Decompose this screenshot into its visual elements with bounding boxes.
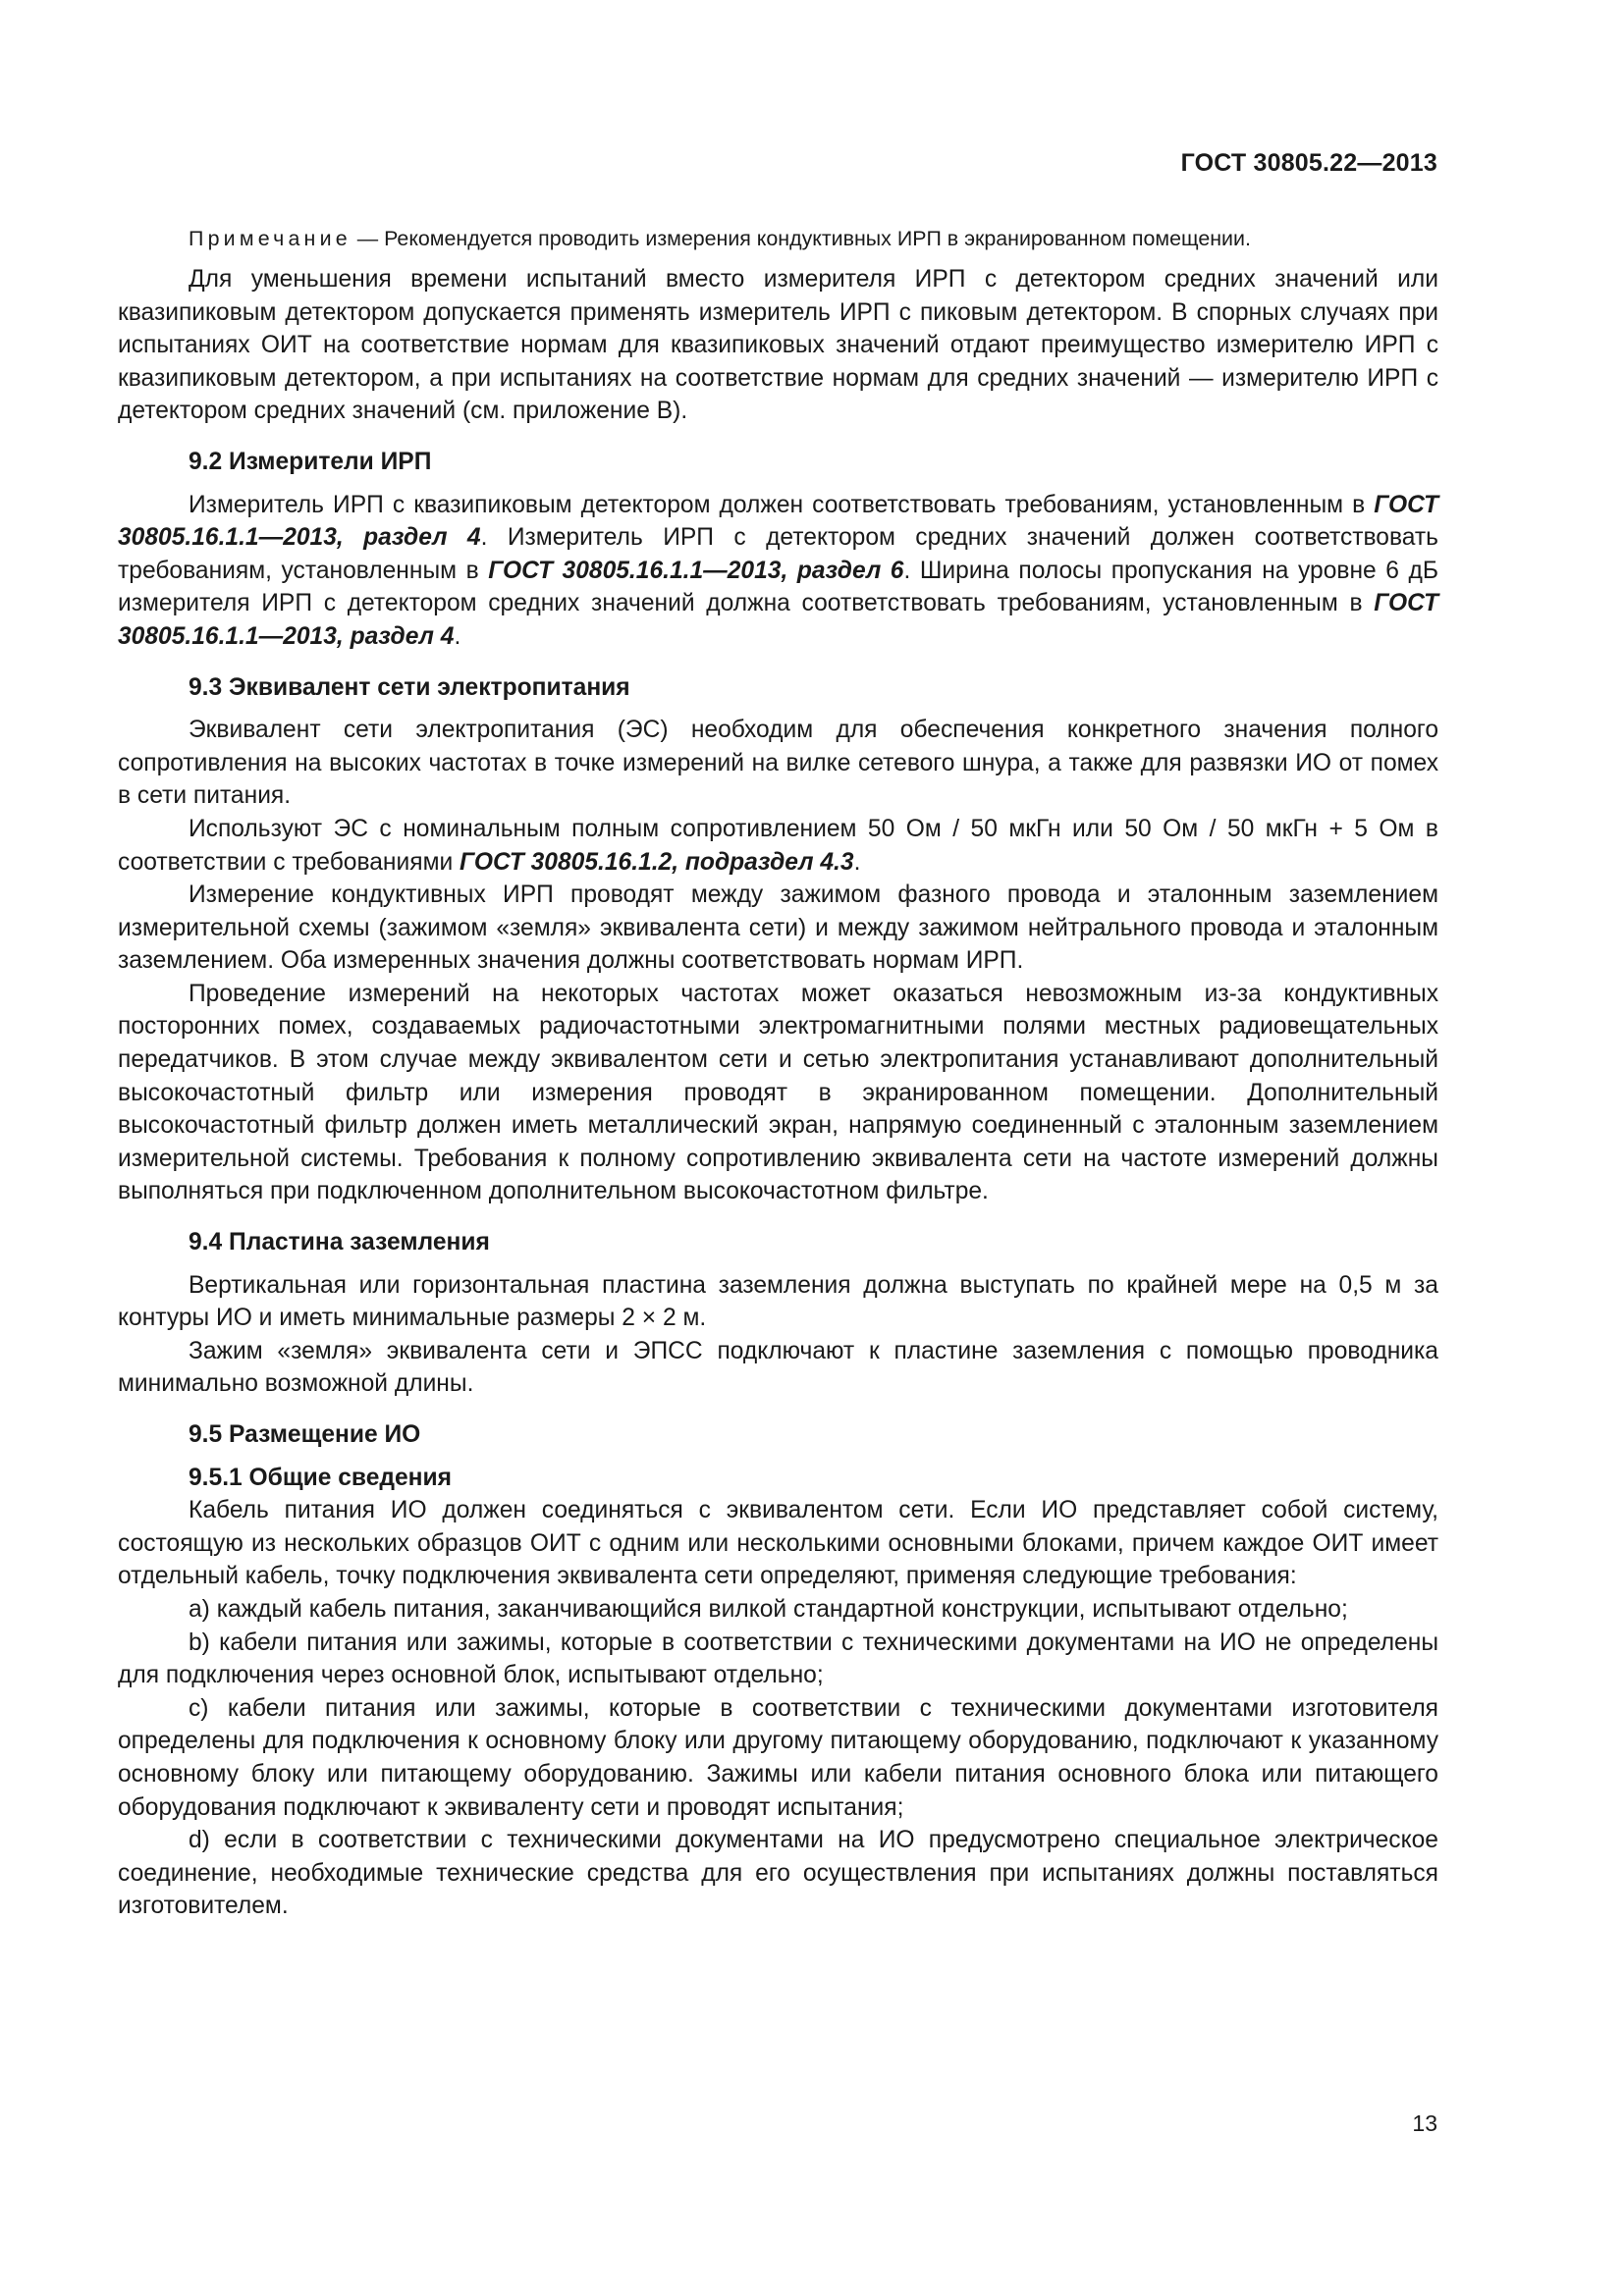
list-item-a: a) каждый кабель питания, заканчивающийся вилкой стандартной конструкции, испытывают отдельно; bbox=[189, 1595, 1348, 1623]
text-segment: . bbox=[853, 848, 861, 876]
standard-reference: ГОСТ 30805.16.1.1—2013, раздел 6 bbox=[488, 557, 904, 584]
section-heading-9-4: 9.4 Пластина заземления bbox=[189, 1229, 490, 1256]
standard-reference: ГОСТ 30805.16.1.2, подраздел 4.3 bbox=[460, 848, 854, 876]
paragraph-9-5-1: Кабель питания ИО должен соединяться с эквивалентом сети. Если ИО представляет собой систему, состоящую из нескольких образцов ОИТ с одним или несколькими основными блоками, причем каждое ОИТ имеет отдельный кабель, точку подключения эквивалента сети определяют, применяя следующие требования: bbox=[118, 1497, 1438, 1590]
note-text: — Рекомендуется проводить измерения кондуктивных ИРП в экранированном помещении. bbox=[351, 227, 1251, 250]
paragraph-9-3-1: Эквивалент сети электропитания (ЭС) необходим для обеспечения конкретного значения полного сопротивления на высоких частотах в точке измерений на вилке сетевого шнура, а также для развязки ИО от помех в сети питания. bbox=[118, 717, 1438, 810]
intro-paragraph: Для уменьшения времени испытаний вместо измерителя ИРП с детектором средних значений или квазипиковым детектором допускается применять измеритель ИРП с пиковым детектором. В спорных случаях при испытаниях ОИТ на соответствие нормам для квазипиковых значений отдают преимущество измерителю ИРП с квазипиковым детектором, а при испытаниях на соответствие нормам для средних значений — измерителю ИРП с детектором средних значений (см. приложение В). bbox=[118, 266, 1438, 425]
list-item-c: c) кабели питания или зажимы, которые в соответствии с техническими документами изготовителя определены для подключения к основному блоку или другому питающему оборудованию, подключают к указанному основному блоку или питающему оборудованию. Зажимы или кабели питания основного блока или питающего оборудования подключают к эквиваленту сети и проводят испытания; bbox=[118, 1694, 1438, 1821]
paragraph-9-4-1: Вертикальная или горизонтальная пластина заземления должна выступать по крайней мере на 0,5 м за контуры ИО и иметь минимальные размеры 2 × 2 м. bbox=[118, 1271, 1438, 1332]
document-code: ГОСТ 30805.22—2013 bbox=[1180, 149, 1437, 177]
paragraph-9-3-3: Измерение кондуктивных ИРП проводят между зажимом фазного провода и эталонным заземлением измерительной схемы (зажимом «земля» эквивалента сети) и между зажимом нейтрального провода и эталонным заземлением. Оба измеренных значения должны соответствовать нормам ИРП. bbox=[118, 881, 1438, 975]
text-segment: Используют ЭС с номинальным полным сопротивлением 50 Ом / 50 мкГн или 50 Ом / 50 мкГн + 5 Ом в соответствии с требованиями bbox=[118, 815, 1438, 876]
section-heading-9-5: 9.5 Размещение ИО bbox=[189, 1421, 421, 1448]
standard-reference: ГОСТ 30805.16.1.1—2013, раздел 4 bbox=[118, 590, 1438, 650]
text-segment: Измеритель ИРП с квазипиковым детектором должен соответствовать требованиям, установленным в bbox=[189, 491, 1375, 518]
note-label: Примечание bbox=[189, 227, 352, 250]
subsection-heading-9-5-1: 9.5.1 Общие сведения bbox=[189, 1464, 452, 1491]
section-heading-9-2: 9.2 Измерители ИРП bbox=[189, 448, 432, 475]
text-segment: . bbox=[454, 622, 461, 650]
paragraph-9-4-2: Зажим «земля» эквивалента сети и ЭПСС подключают к пластине заземления с помощью проводника минимально возможной длины. bbox=[118, 1337, 1438, 1398]
text-segment: . Ширина полосы пропускания на уровне 6 дБ измерителя ИРП с детектором средних значений должна соответствовать требованиям, установленным в bbox=[118, 557, 1439, 617]
paragraph-9-3-4: Проведение измерений на некоторых частотах может оказаться невозможным из-за кондуктивных посторонних помех, создаваемых радиочастотными электромагнитными полями местных радиовещательных передатчиков. В этом случае между эквивалентом сети и сетью электропитания устанавливают дополнительный высокочастотный фильтр или измерения проводят в экранированном помещении. Дополнительный высокочастотный фильтр должен иметь металлический экран, напрямую соединенный с эталонным заземлением измерительной системы. Требования к полному сопротивлению эквивалента сети на частоте измерений должны выполняться при подключенном дополнительном высокочастотном фильтре. bbox=[118, 980, 1438, 1205]
note bbox=[118, 224, 1438, 253]
standard-reference: ГОСТ 30805.16.1.1—2013, раздел 4 bbox=[118, 491, 1438, 552]
paragraph-9-3-2 bbox=[118, 813, 1438, 879]
list-item-b: b) кабели питания или зажимы, которые в соответствии с техническими документами на ИО не определены для подключения через основной блок, испытывают отдельно; bbox=[118, 1629, 1438, 1689]
document-body bbox=[118, 224, 1438, 1923]
list-item-d: d) если в соответствии с техническими документами на ИО предусмотрено специальное электрическое соединение, необходимые технические средства для его осуществления при испытаниях должны поставляться изготовителем. bbox=[118, 1827, 1438, 1920]
text-segment: . Измеритель ИРП с детектором средних значений должен соответствовать требованиям, установленным в bbox=[118, 524, 1438, 584]
paragraph-9-2 bbox=[118, 489, 1438, 654]
section-heading-9-3: 9.3 Эквивалент сети электропитания bbox=[189, 673, 630, 701]
page-number: 13 bbox=[1412, 2110, 1437, 2136]
